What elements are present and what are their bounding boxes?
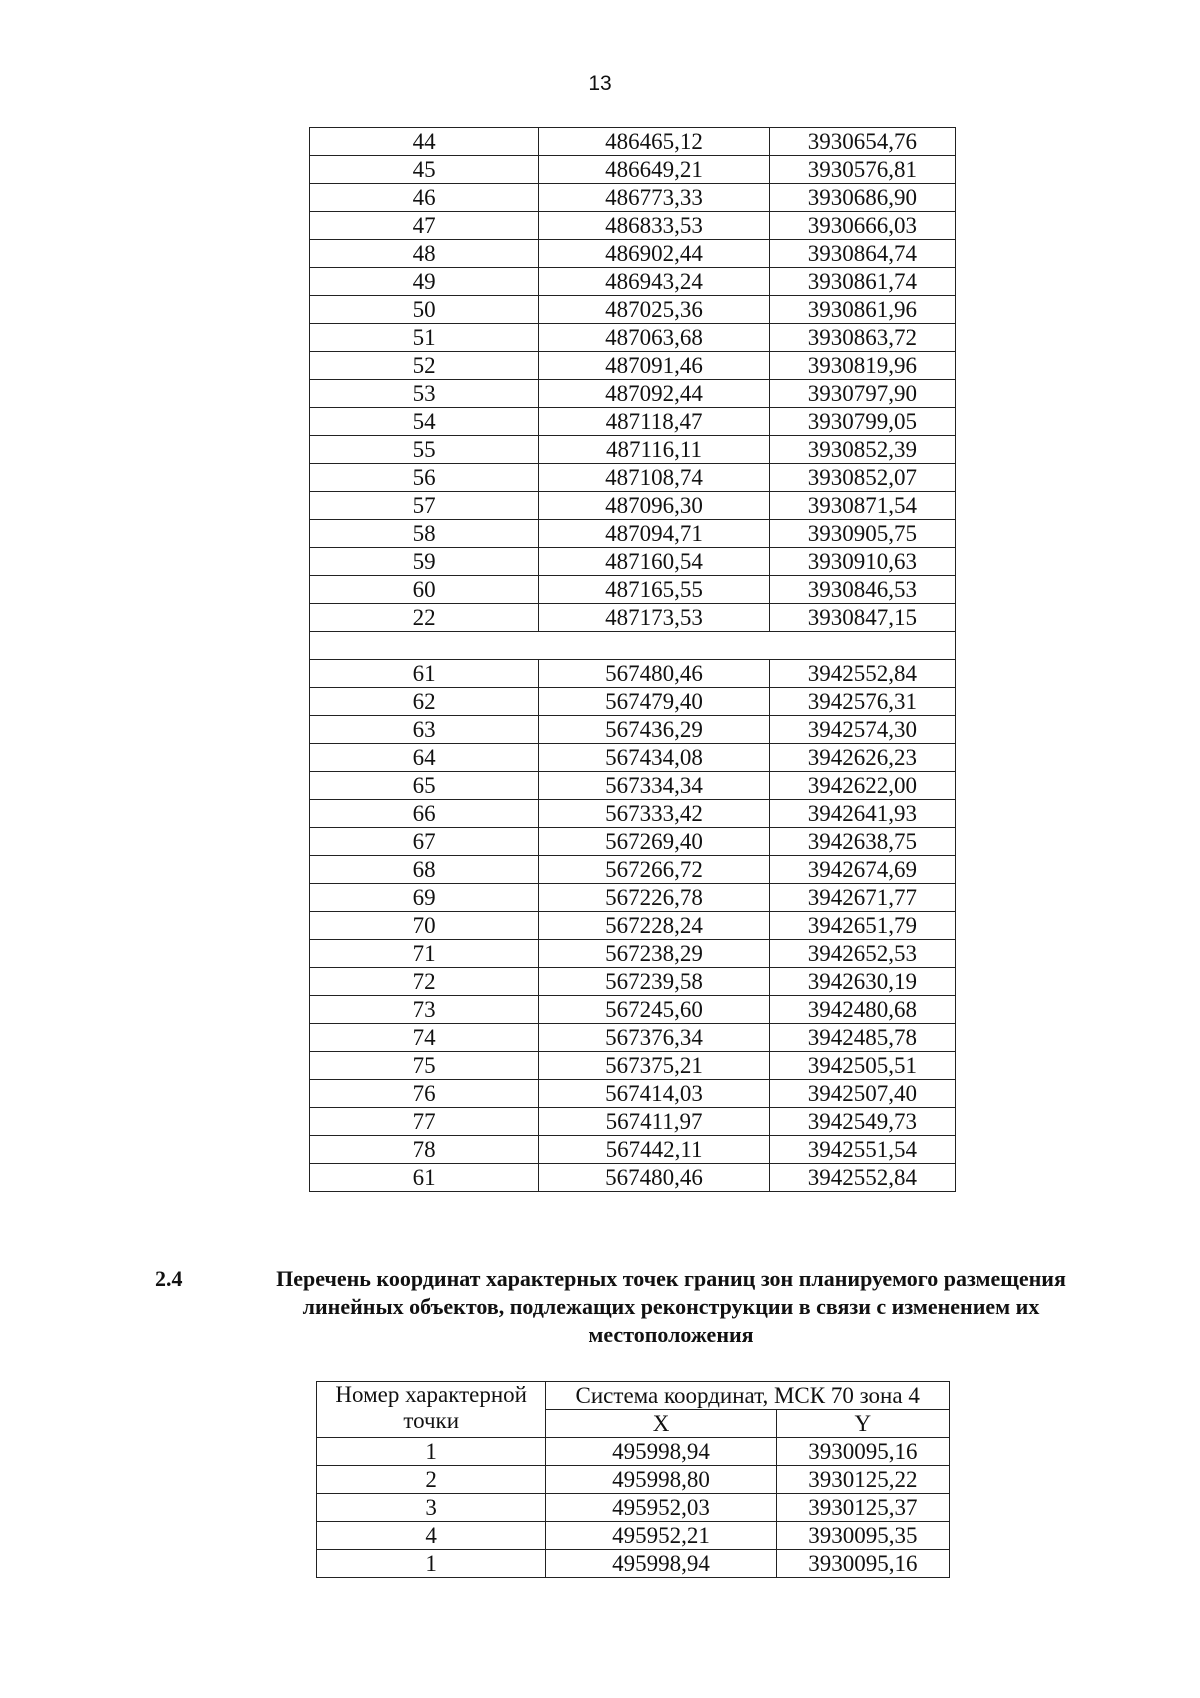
x-coordinate-cell: 567442,11 xyxy=(539,1136,769,1164)
y-coordinate-cell: 3942652,53 xyxy=(769,940,955,968)
y-coordinate-cell: 3942505,51 xyxy=(769,1052,955,1080)
point-number-cell: 73 xyxy=(310,996,539,1024)
x-coordinate-cell: 486943,24 xyxy=(539,268,769,296)
table-row xyxy=(310,884,956,912)
point-number-cell: 70 xyxy=(310,912,539,940)
table-row xyxy=(310,940,956,968)
y-coordinate-cell: 3942485,78 xyxy=(769,1024,955,1052)
point-number-cell: 47 xyxy=(310,212,539,240)
section-title-line: линейных объектов, подлежащих реконструкции в связи с изменением их xyxy=(302,1294,1040,1319)
y-coordinate-cell: 3930864,74 xyxy=(769,240,955,268)
table-row xyxy=(310,1080,956,1108)
table-row xyxy=(310,492,956,520)
table-row xyxy=(310,772,956,800)
y-coordinate-cell: 3930125,22 xyxy=(776,1466,949,1494)
y-coordinate-cell: 3942551,54 xyxy=(769,1136,955,1164)
y-coordinate-cell: 3930686,90 xyxy=(769,184,955,212)
table-row xyxy=(310,212,956,240)
y-coordinate-cell: 3930095,16 xyxy=(776,1550,949,1578)
point-number-cell: 68 xyxy=(310,856,539,884)
header-point-number: Номер характерной точки xyxy=(317,1382,546,1438)
x-coordinate-cell: 487091,46 xyxy=(539,352,769,380)
point-number-cell: 75 xyxy=(310,1052,539,1080)
point-number-cell: 66 xyxy=(310,800,539,828)
table-row xyxy=(310,240,956,268)
x-coordinate-cell: 487118,47 xyxy=(539,408,769,436)
point-number-cell: 53 xyxy=(310,380,539,408)
x-coordinate-cell: 486649,21 xyxy=(539,156,769,184)
table-row xyxy=(317,1550,950,1578)
separator-cell xyxy=(310,632,956,660)
y-coordinate-cell: 3930852,39 xyxy=(769,436,955,464)
table-row xyxy=(310,912,956,940)
table-row xyxy=(317,1466,950,1494)
table-row xyxy=(310,1164,956,1192)
table-row xyxy=(310,716,956,744)
x-coordinate-cell: 567376,34 xyxy=(539,1024,769,1052)
y-coordinate-cell: 3930576,81 xyxy=(769,156,955,184)
point-number-cell: 22 xyxy=(310,604,539,632)
table-row xyxy=(310,380,956,408)
x-coordinate-cell: 495998,80 xyxy=(546,1466,776,1494)
point-number-cell: 48 xyxy=(310,240,539,268)
point-number-cell: 51 xyxy=(310,324,539,352)
y-coordinate-cell: 3942552,84 xyxy=(769,660,955,688)
table-row xyxy=(310,744,956,772)
section-title xyxy=(227,1265,1115,1349)
point-number-cell: 67 xyxy=(310,828,539,856)
y-coordinate-cell: 3942671,77 xyxy=(769,884,955,912)
point-number-cell: 45 xyxy=(310,156,539,184)
table-row xyxy=(310,1136,956,1164)
x-coordinate-cell: 487096,30 xyxy=(539,492,769,520)
point-number-cell: 58 xyxy=(310,520,539,548)
table-row xyxy=(310,464,956,492)
point-number-cell: 1 xyxy=(317,1550,546,1578)
x-coordinate-cell: 487063,68 xyxy=(539,324,769,352)
table-row xyxy=(310,436,956,464)
point-number-cell: 63 xyxy=(310,716,539,744)
x-coordinate-cell: 487025,36 xyxy=(539,296,769,324)
x-coordinate-cell: 567375,21 xyxy=(539,1052,769,1080)
point-number-cell: 56 xyxy=(310,464,539,492)
point-number-cell: 4 xyxy=(317,1522,546,1550)
y-coordinate-cell: 3930861,74 xyxy=(769,268,955,296)
x-coordinate-cell: 486773,33 xyxy=(539,184,769,212)
x-coordinate-cell: 486465,12 xyxy=(539,128,769,156)
point-number-cell: 78 xyxy=(310,1136,539,1164)
x-coordinate-cell: 495998,94 xyxy=(546,1550,776,1578)
table-row xyxy=(310,604,956,632)
x-coordinate-cell: 487116,11 xyxy=(539,436,769,464)
header-coordinate-system: Система координат, МСК 70 зона 4 xyxy=(546,1382,950,1410)
header-x: X xyxy=(546,1410,776,1438)
reconstruction-coordinates-table xyxy=(316,1381,950,1578)
y-coordinate-cell: 3942549,73 xyxy=(769,1108,955,1136)
x-coordinate-cell: 567239,58 xyxy=(539,968,769,996)
table-row xyxy=(310,996,956,1024)
x-coordinate-cell: 567334,34 xyxy=(539,772,769,800)
y-coordinate-cell: 3930799,05 xyxy=(769,408,955,436)
y-coordinate-cell: 3930871,54 xyxy=(769,492,955,520)
x-coordinate-cell: 486902,44 xyxy=(539,240,769,268)
y-coordinate-cell: 3930654,76 xyxy=(769,128,955,156)
table-row xyxy=(310,324,956,352)
table-row xyxy=(310,128,956,156)
y-coordinate-cell: 3942638,75 xyxy=(769,828,955,856)
section-title-line: Перечень координат характерных точек границ зон планируемого размещения xyxy=(276,1266,1066,1291)
y-coordinate-cell: 3930847,15 xyxy=(769,604,955,632)
table-header-row xyxy=(317,1382,950,1410)
point-number-cell: 72 xyxy=(310,968,539,996)
table-row xyxy=(310,156,956,184)
x-coordinate-cell: 487173,53 xyxy=(539,604,769,632)
x-coordinate-cell: 567228,24 xyxy=(539,912,769,940)
separator-row xyxy=(310,632,956,660)
point-number-cell: 52 xyxy=(310,352,539,380)
x-coordinate-cell: 567434,08 xyxy=(539,744,769,772)
x-coordinate-cell: 486833,53 xyxy=(539,212,769,240)
point-number-cell: 50 xyxy=(310,296,539,324)
y-coordinate-cell: 3930125,37 xyxy=(776,1494,949,1522)
y-coordinate-cell: 3942552,84 xyxy=(769,1164,955,1192)
point-number-cell: 74 xyxy=(310,1024,539,1052)
point-number-cell: 69 xyxy=(310,884,539,912)
y-coordinate-cell: 3930861,96 xyxy=(769,296,955,324)
x-coordinate-cell: 495952,03 xyxy=(546,1494,776,1522)
x-coordinate-cell: 487165,55 xyxy=(539,576,769,604)
table-row xyxy=(317,1522,950,1550)
table-row xyxy=(310,828,956,856)
table-row xyxy=(310,408,956,436)
point-number-cell: 61 xyxy=(310,660,539,688)
coordinates-table-continued xyxy=(309,127,956,1192)
point-number-cell: 3 xyxy=(317,1494,546,1522)
y-coordinate-cell: 3942630,19 xyxy=(769,968,955,996)
point-number-cell: 57 xyxy=(310,492,539,520)
point-number-cell: 49 xyxy=(310,268,539,296)
x-coordinate-cell: 567479,40 xyxy=(539,688,769,716)
table-row xyxy=(310,800,956,828)
header-y: Y xyxy=(776,1410,949,1438)
x-coordinate-cell: 567480,46 xyxy=(539,660,769,688)
point-number-cell: 77 xyxy=(310,1108,539,1136)
y-coordinate-cell: 3930819,96 xyxy=(769,352,955,380)
section-title-line: местоположения xyxy=(588,1322,754,1347)
y-coordinate-cell: 3942651,79 xyxy=(769,912,955,940)
x-coordinate-cell: 567333,42 xyxy=(539,800,769,828)
point-number-cell: 71 xyxy=(310,940,539,968)
point-number-cell: 54 xyxy=(310,408,539,436)
coordinates-table-body xyxy=(310,128,956,1192)
x-coordinate-cell: 487108,74 xyxy=(539,464,769,492)
x-coordinate-cell: 487160,54 xyxy=(539,548,769,576)
table-row xyxy=(310,856,956,884)
x-coordinate-cell: 567226,78 xyxy=(539,884,769,912)
x-coordinate-cell: 567436,29 xyxy=(539,716,769,744)
table-row xyxy=(310,688,956,716)
y-coordinate-cell: 3942641,93 xyxy=(769,800,955,828)
y-coordinate-cell: 3930095,16 xyxy=(776,1438,949,1466)
table-row xyxy=(310,660,956,688)
y-coordinate-cell: 3942674,69 xyxy=(769,856,955,884)
y-coordinate-cell: 3942626,23 xyxy=(769,744,955,772)
point-number-cell: 44 xyxy=(310,128,539,156)
point-number-cell: 62 xyxy=(310,688,539,716)
y-coordinate-cell: 3930095,35 xyxy=(776,1522,949,1550)
x-coordinate-cell: 567480,46 xyxy=(539,1164,769,1192)
table-row xyxy=(310,184,956,212)
point-number-cell: 2 xyxy=(317,1466,546,1494)
x-coordinate-cell: 495952,21 xyxy=(546,1522,776,1550)
table-row xyxy=(317,1494,950,1522)
table-row xyxy=(317,1438,950,1466)
point-number-cell: 64 xyxy=(310,744,539,772)
y-coordinate-cell: 3930863,72 xyxy=(769,324,955,352)
point-number-cell: 65 xyxy=(310,772,539,800)
table-row xyxy=(310,1108,956,1136)
y-coordinate-cell: 3942622,00 xyxy=(769,772,955,800)
point-number-cell: 55 xyxy=(310,436,539,464)
table-row xyxy=(310,268,956,296)
y-coordinate-cell: 3930905,75 xyxy=(769,520,955,548)
x-coordinate-cell: 567238,29 xyxy=(539,940,769,968)
x-coordinate-cell: 567411,97 xyxy=(539,1108,769,1136)
x-coordinate-cell: 567269,40 xyxy=(539,828,769,856)
point-number-cell: 46 xyxy=(310,184,539,212)
y-coordinate-cell: 3930846,53 xyxy=(769,576,955,604)
point-number-cell: 60 xyxy=(310,576,539,604)
x-coordinate-cell: 495998,94 xyxy=(546,1438,776,1466)
x-coordinate-cell: 567245,60 xyxy=(539,996,769,1024)
y-coordinate-cell: 3930797,90 xyxy=(769,380,955,408)
table-row xyxy=(310,548,956,576)
point-number-cell: 61 xyxy=(310,1164,539,1192)
table-row xyxy=(310,296,956,324)
y-coordinate-cell: 3942576,31 xyxy=(769,688,955,716)
y-coordinate-cell: 3942480,68 xyxy=(769,996,955,1024)
x-coordinate-cell: 567266,72 xyxy=(539,856,769,884)
y-coordinate-cell: 3930852,07 xyxy=(769,464,955,492)
y-coordinate-cell: 3942507,40 xyxy=(769,1080,955,1108)
point-number-cell: 1 xyxy=(317,1438,546,1466)
table-row xyxy=(310,520,956,548)
page-number: 13 xyxy=(588,72,612,95)
x-coordinate-cell: 567414,03 xyxy=(539,1080,769,1108)
table-row xyxy=(310,576,956,604)
table-row xyxy=(310,968,956,996)
x-coordinate-cell: 487092,44 xyxy=(539,380,769,408)
table-row xyxy=(310,1024,956,1052)
reconstruction-table-body xyxy=(317,1438,950,1578)
y-coordinate-cell: 3930910,63 xyxy=(769,548,955,576)
x-coordinate-cell: 487094,71 xyxy=(539,520,769,548)
point-number-cell: 59 xyxy=(310,548,539,576)
table-row xyxy=(310,1052,956,1080)
table-row xyxy=(310,352,956,380)
section-number: 2.4 xyxy=(155,1266,183,1291)
point-number-cell: 76 xyxy=(310,1080,539,1108)
y-coordinate-cell: 3930666,03 xyxy=(769,212,955,240)
y-coordinate-cell: 3942574,30 xyxy=(769,716,955,744)
